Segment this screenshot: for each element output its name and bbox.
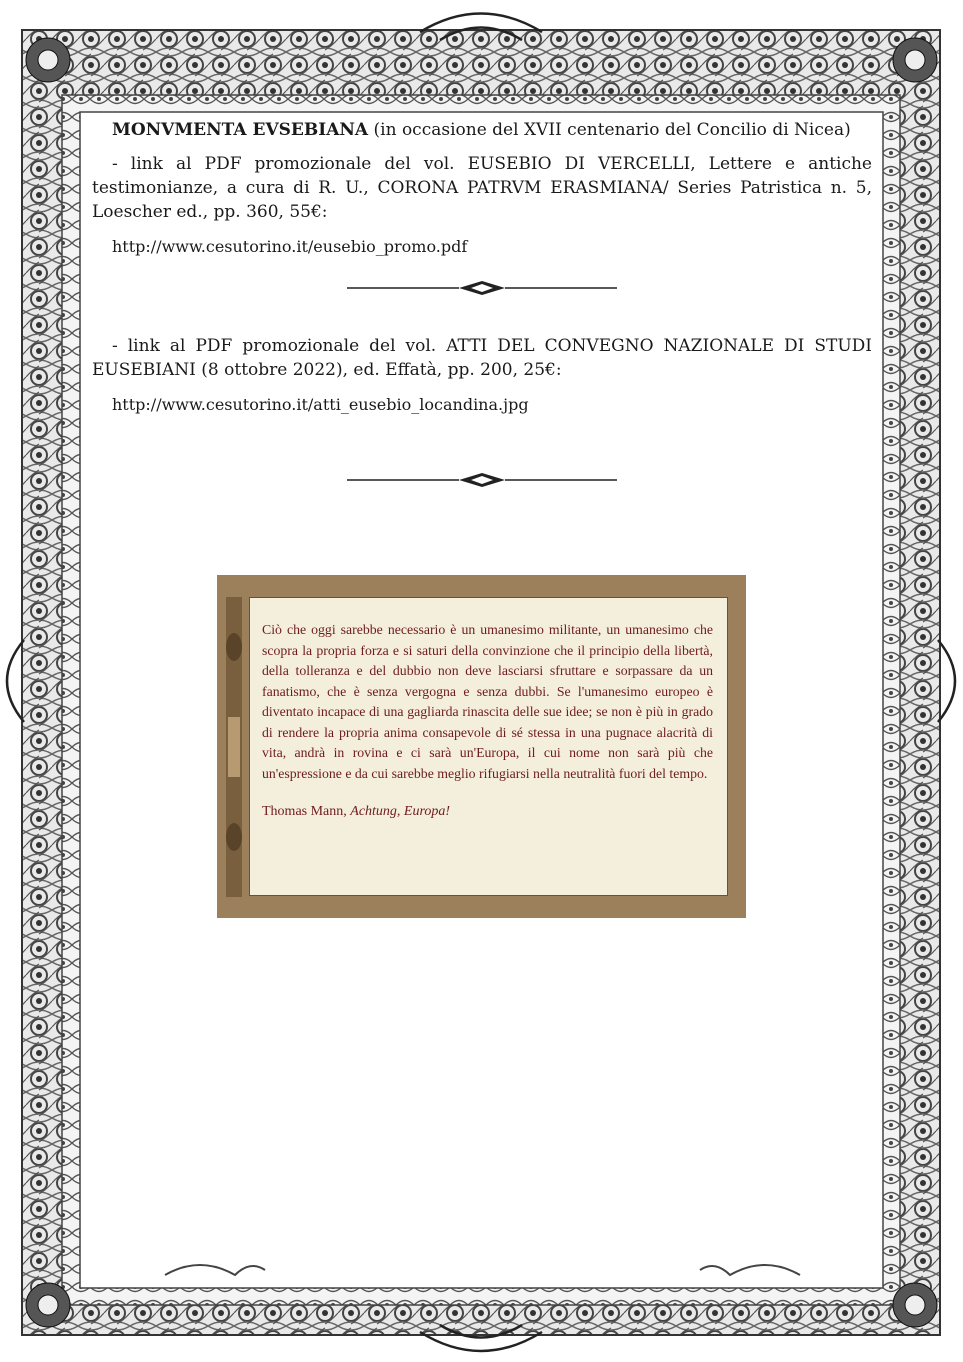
pillar-decoration — [222, 597, 246, 897]
quote-attribution — [262, 802, 713, 822]
ornamental-divider — [347, 278, 617, 298]
ornamental-divider — [347, 470, 617, 490]
item-link[interactable]: http://www.cesutorino.it/atti_eusebio_locandina.jpg — [112, 395, 529, 414]
item-description: - link al PDF promozionale del vol. EUSEBIO DI VERCELLI, Lettere e antiche testimonianze, a cura di R. U., CORONA PATRVM ERASMIANA/ Series Patristica n. 5, Loescher ed., pp. 360, 55€: — [92, 154, 872, 222]
item-link[interactable]: http://www.cesutorino.it/eusebio_promo.pdf — [112, 237, 468, 256]
quote-author: Thomas Mann, — [262, 804, 347, 819]
quote-panel — [249, 597, 728, 896]
page-content — [92, 118, 872, 490]
quote-card — [217, 575, 746, 918]
item-description: - link al PDF promozionale del vol. ATTI DEL CONVEGNO NAZIONALE DI STUDI EUSEBIANI (8 ottobre 2022), ed. Effatà, pp. 200, 25€: — [92, 336, 872, 380]
section-heading — [112, 118, 872, 142]
quote-work: Achtung, Europa! — [350, 804, 451, 819]
quote-text: Ciò che oggi sarebbe necessario è un umanesimo militante, un umanesimo che scopra la propria forza e si saturi della convinzione che il principio della libertà, della tolleranza e del dubbio non deve lasciarsi sfruttare e sorpassare da un fanatismo, che è senza vergogna e senza dubbi. Se l'umanesimo europeo è diventato incapace di una gagliarda rinascita delle sue idee; se non è più in grado di rendere la propria anima consapevole di sé stessa in una pugnace alacrità di vita, andrà in rovina e ci sarà un'Europa, il cui nome non sarà più che un'espressione e da cui sarebbe meglio rifugiarsi nella neutralità fuori del tempo. — [262, 622, 713, 781]
heading-subtitle: (in occasione del XVII centenario del Concilio di Nicea) — [368, 120, 851, 140]
heading-title: MONVMENTA EVSEBIANA — [112, 120, 369, 140]
